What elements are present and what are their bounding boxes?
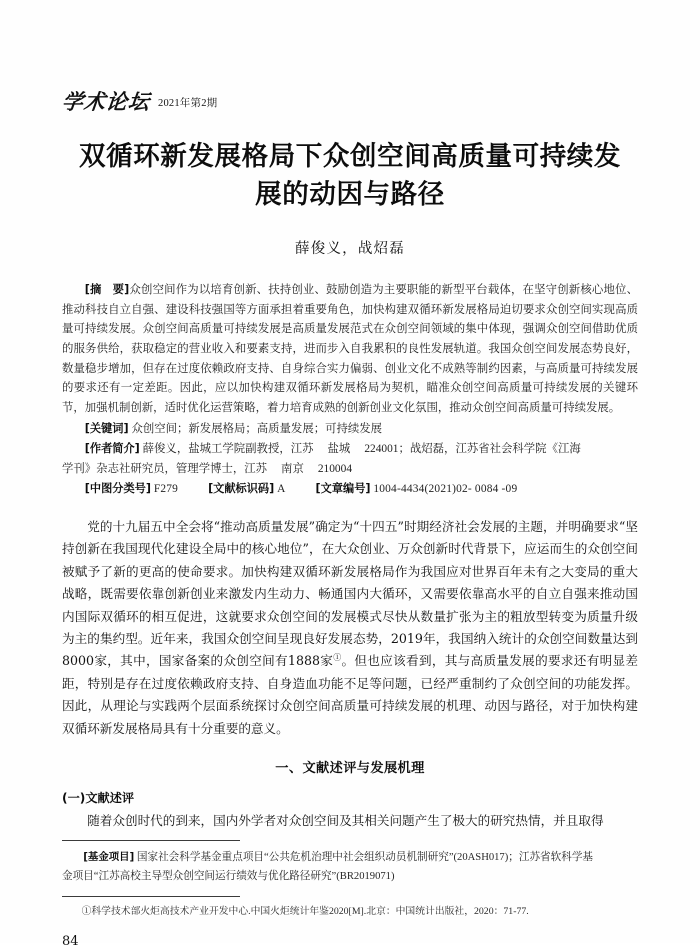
body-paragraph-1-part-1: 党的十九届五中全会将“推动高质量发展”确定为“十四五”时期经济社会发展的主题，并明确要求“坚持创新在我国现代化建设全局中的核心地位”，在大众创业、万众创新时代背景下，应运而生的众创空间被赋予了新的更高的使命要求。加快构建双循环新发展格局作为我国应对世界百年未有之大变局的重大战略，既需要依靠创新创业来激发内生动力、畅通国内大循环，又需要依靠高水平的自立自强来推动国内国际双循环的相互促进，这就要求众创空间的发展模式尽快从数量扩张为主的粗放型转变为质量升级为主的集约型。近年来，我国众创空间呈现良好发展态势，2019年，我国纳入统计的众创空间数量达到8000家，其中，国家备案的众创空间有1888家 (62, 518, 638, 669)
author-bio-line-2 (62, 460, 638, 480)
article-number-value: 1004-4434(2021)02- 0084 -09 (373, 483, 518, 496)
page-content (62, 0, 638, 949)
document-code-label: [文献标识码] (208, 482, 275, 496)
abstract-text: 众创空间作为以培育创新、扶持创业、鼓励创造为主要职能的新型平台载体，在坚守创新核心地位、推动科技自立自强、建设科技强国等方面承担着重要角色，加快构建双循环新发展格局迫切要求众创空间实现高质量可持续发展。众创空间高质量可持续发展是高质量发展范式在众创空间领域的集中体现，强调众创空间借助优质的服务供给，获取稳定的营业收入和要素支持，进而步入自我累积的良性发展轨道。我国众创空间发展态势良好，数量稳步增加，但存在过度依赖政府支持、自身综合实力偏弱、创业文化不成熟等制约因素，与高质量可持续发展的要求还有一定差距。因此，应以加快构建双循环新发展格局为契机，瞄准众创空间高质量可持续发展的关键环节，加强机制创新，适时优化运营策略，着力培育成熟的创新创业文化氛围，推动众创空间高质量可持续发展。 (62, 284, 638, 414)
footnote-divider-2 (62, 896, 240, 897)
abstract-label: [摘 要] (84, 283, 130, 297)
journal-name-logo: 学术论坛 (60, 89, 152, 114)
author-bio2-city: 南京 (281, 462, 304, 475)
funding-block (62, 848, 638, 886)
author-bio-line-1 (62, 439, 638, 460)
keywords-label: [关键词] (84, 421, 129, 435)
document-code-value: A (277, 483, 286, 496)
subsection-heading-1: (一)文献述评 (62, 791, 135, 806)
funding-line-1 (62, 848, 638, 868)
clc-label: [中图分类号] (84, 482, 151, 496)
keywords-line (62, 419, 638, 440)
author-bio-postcode: 224001；战炤磊，江苏省社会科学院《江海 (364, 443, 581, 456)
footnote-marker: ① (333, 653, 342, 663)
funding-text-1: 国家社会科学基金重点项目“公共危机治理中社会组织动员机制研究”(20ASH017)；江苏省软科学基 (136, 852, 594, 864)
subsection-paragraph-1: 随着众创时代的到来，国内外学者对众创空间及其相关问题产生了极大的研究热情，并且取得 (87, 813, 604, 829)
article-number-label: [文章编号] (315, 482, 371, 496)
masthead (62, 78, 638, 112)
author-bio-label: [作者简介] (84, 442, 140, 456)
clc-value: F279 (153, 483, 179, 496)
footnote-citation: ①科学技术部火炬高技术产业开发中心.中国火炬统计年鉴2020[M].北京：中国统计出版社，2020：71-77. (81, 906, 529, 918)
metadata-block (62, 280, 638, 500)
author-bio2-affiliation: 学刊》杂志社研究员，管理学博士，江苏 (62, 462, 268, 475)
funding-label: [基金项目] (83, 851, 135, 864)
author-bio-name-affiliation: 薛俊义，盐城工学院副教授，江苏 (142, 443, 314, 456)
abstract-paragraph (62, 280, 638, 418)
author-bio2-postcode: 210004 (317, 462, 353, 475)
body-paragraph-1 (62, 516, 638, 740)
article-title: 双循环新发展格局下众创空间高质量可持续发展的动因与路径 (79, 141, 621, 210)
body-paragraph-1-part-2: 。但也应该看到，其与高质量发展的要求还有明显差距，特别是存在过度依赖政府支持、自身造血功能不足等问题，已经严重制约了众创空间的功能发挥。因此，从理论与实践两个层面系统探讨众创空间高质量可持续发展的机理、动因与路径，对于加快构建双循环新发展格局具有十分重要的意义。 (62, 653, 639, 736)
author-bio-city: 盐城 (327, 443, 351, 456)
footnote-divider-1 (62, 840, 240, 841)
keywords-text: 众创空间；新发展格局；高质量发展；可持续发展 (131, 422, 383, 435)
article-body (62, 516, 638, 740)
section-heading-1: 一、文献述评与发展机理 (275, 761, 425, 777)
funding-line-2: 金项目“江苏高校主导型众创空间运行绩效与优化路径研究”(BR2019071) (62, 870, 395, 882)
classification-codes (62, 479, 638, 500)
page-number: 84 (62, 934, 79, 949)
article-authors: 薛俊义，战炤磊 (295, 241, 405, 258)
subsection-body (62, 810, 638, 832)
issue-label: 2021年第2期 (158, 98, 218, 109)
